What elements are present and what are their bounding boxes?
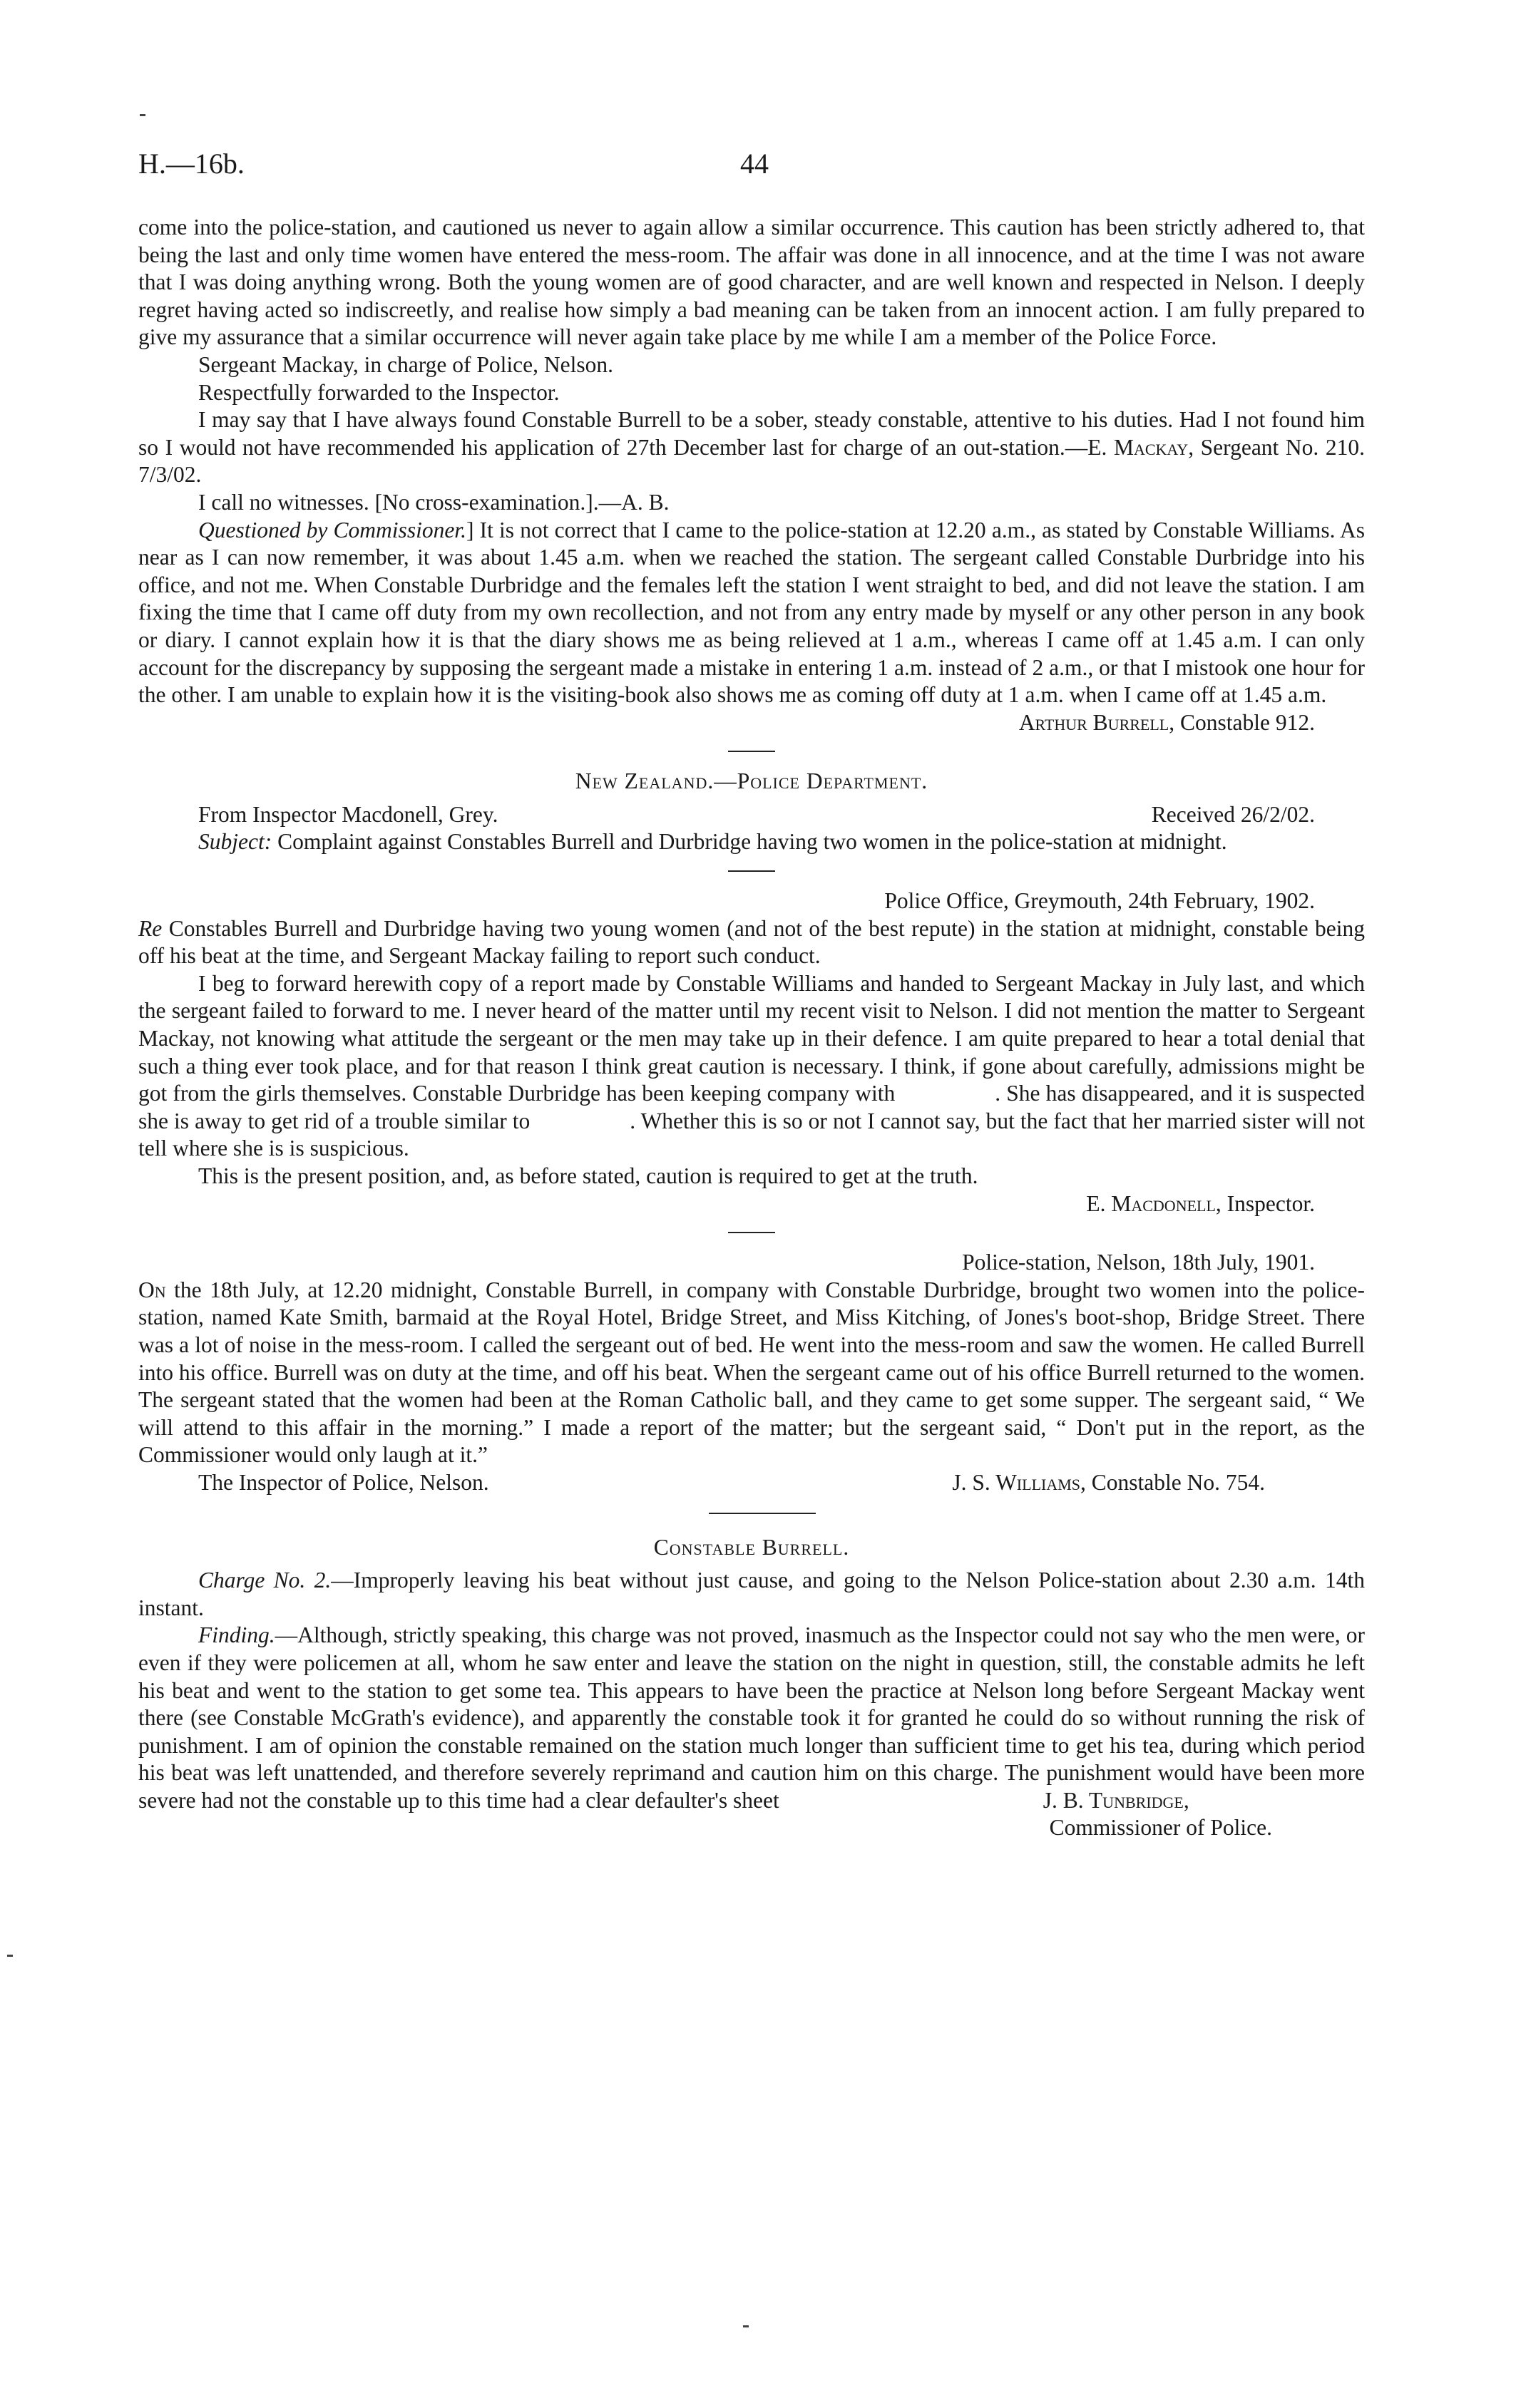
divider xyxy=(728,870,775,872)
received-date: Received 26/2/02. xyxy=(1151,801,1315,827)
scan-speck xyxy=(743,2325,749,2327)
paragraph-text: —Improperly leaving his beat without just cause, and going to the Nelson Police-station about 2.30 a.m. 14th instant. xyxy=(138,1568,1365,1620)
signature-title: , Constable No. 754. xyxy=(1080,1469,1265,1495)
paragraph-text: . Whether this is so or not I cannot say, but the fact that her married sister will not tell where she is is suspicious. xyxy=(138,1108,1365,1161)
signature xyxy=(138,709,1365,737)
paragraph xyxy=(138,1622,1365,1814)
document-code: H.—16b. xyxy=(138,148,245,180)
paragraph: Respectfully forwarded to the Inspector. xyxy=(198,379,560,405)
paragraph: Sergeant Mackay, in charge of Police, Nelson. xyxy=(198,351,613,377)
divider xyxy=(709,1513,816,1514)
paragraph-text: the 18th July, at 12.20 midnight, Constable Burrell, in company with Constable Durbridge, brought two women into the police-station, named Kate Smith, barmaid at the Royal Hotel, Bridge Street, and Miss Kitching, of Jones's boot-shop, Bridge Street. There was a lot of noise in the mess-room. I called the sergeant out of bed. He went into the mess-room and saw the women. He called Burrell into his office. Burrell was on duty at the time, and off his beat. When the sergeant came out of his office Burrell returned to the women. The sergeant stated that the women had been at the Roman Catholic ball, and they came to get some supper. The sergeant said, “ We will attend to this affair in the morning.” I made a report of the matter; but the sergeant said, “ Don't put in the report, as the Commissioner would only laugh at it.” xyxy=(138,1277,1365,1468)
label: Questioned by Commissioner. xyxy=(198,517,466,542)
paragraph-text: Complaint against Constables Burrell and Durbridge having two women in the police-station at midnight. xyxy=(272,829,1227,855)
paragraph xyxy=(138,406,1365,489)
divider xyxy=(728,1232,775,1233)
from-line: From Inspector Macdonell, Grey. xyxy=(198,801,498,827)
label: Re xyxy=(138,915,163,941)
page-header xyxy=(138,147,1365,190)
signature-name: Arthur Burrell xyxy=(1018,709,1169,735)
signature-title: Commissioner of Police. xyxy=(1049,1815,1272,1841)
label: Charge No. 2. xyxy=(198,1568,332,1593)
signature-title: , Inspector. xyxy=(1215,1190,1315,1216)
label: Finding. xyxy=(198,1622,275,1648)
scan-speck xyxy=(7,1955,13,1957)
paragraph xyxy=(138,915,1365,970)
paragraph-text: I may say that I have always found Constable Burrell to be a sober, steady constable, attentive to his duties. Had I not found him so I would not have recommended his application of 27th December last for charge of an out-station.—E. xyxy=(138,407,1365,460)
signature xyxy=(138,1190,1365,1218)
paragraph-text: ] It is not correct that I came to the police-station at 12.20 a.m., as stated by Constable Williams. As near as I can now remember, it was about 1.45 a.m. when we reached the station. The sergeant called Constable Durbridge into his office, and not me. When Constable Durbridge and the females left the station I went straight to bed, and did not leave the station. I am fixing the time that I came off duty from my own recollection, and not from any entry made by myself or any other person in any book or diary. I cannot explain how it is that the diary shows me as being relieved at 1 a.m., whereas I came off at 1.45 a.m. I can only account for the discrepancy by supposing the sergeant made a mistake in entering 1 a.m. instead of 2 a.m., or that I mistook one hour for the other. I am unable to explain how it is the visiting-book also shows me as coming off duty at 1 a.m. when I came off at 1.45 a.m. xyxy=(138,517,1365,708)
paragraph-text: . She has disappeared, and it is suspected she is away to get rid of a trouble similar to xyxy=(138,1081,1366,1133)
paragraph: This is the present position, and, as before stated, caution is required to get at the truth. xyxy=(198,1163,978,1188)
signature-name: E. Macdonell xyxy=(1086,1190,1216,1216)
paragraph xyxy=(138,517,1365,709)
signature-name: J. S. Williams xyxy=(952,1469,1081,1495)
paragraph xyxy=(138,970,1365,1163)
section-heading: New Zealand.—Police Department. xyxy=(575,768,928,794)
paragraph xyxy=(138,1277,1365,1469)
divider xyxy=(728,751,775,752)
paragraph: I call no witnesses. [No cross-examination.].—A. B. xyxy=(198,489,670,515)
signature xyxy=(952,1469,1265,1497)
label: Subject: xyxy=(198,829,272,855)
subject-line xyxy=(138,828,1365,856)
signature-name: J. B. Tunbridge xyxy=(1043,1787,1184,1813)
signature-title: , Constable 912. xyxy=(1169,709,1315,735)
addressee-signature-line xyxy=(138,1469,1365,1497)
signature-name: Mackay xyxy=(1113,434,1189,460)
paragraph xyxy=(138,1567,1365,1622)
letter-from-line xyxy=(138,801,1365,829)
section-heading: Constable Burrell. xyxy=(653,1534,850,1560)
paragraph-text: —Although, strictly speaking, this charge was not proved, inasmuch as the Inspector could not say who the men were, or even if they were policemen at all, whom he saw enter and leave the station on the night in question, still, the constable admits he left his beat and went to the station to get some tea. This appears to have been the practice at Nelson long before Sergeant Mackay went there (see Constable McGrath's evidence), and apparently the constable took it for granted he could do so without running the risk of punishment. I am of opinion the constable remained on the station much longer than sufficient time to get his tea, during which period his beat was left unattended, and therefore severely reprimand and caution him on this charge. The punishment would have been more severe had not the constable up to this time had a clear defaulter's sheet xyxy=(138,1622,1365,1813)
document-body xyxy=(138,214,1365,1842)
scan-speck xyxy=(140,114,145,116)
signature-comma: , xyxy=(1183,1787,1189,1813)
paragraph-text: Constables Burrell and Durbridge having two young women (and not of the best repute) in the station at midnight, constable being off his beat at the time, and Sergeant Mackay failing to report such conduct. xyxy=(138,915,1365,969)
paragraph-text: , Sergeant No. 210. 7/3/02. xyxy=(138,434,1365,488)
paragraph: come into the police-station, and cautioned us never to again allow a similar occurrence. This caution has been strictly adhered to, that being the last and only time women have entered the mess-room. The affair was done in all innocence, and at the time I was not aware that I was doing anything wrong. Both the young women are of good character, and are well known and respected in Nelson. I deeply regret having acted so indiscreetly, and realise how simply a bad meaning can be taken from an innocent action. I am fully prepared to give my assurance that a similar occurrence will never again take place by me while I am a member of the Police Force. xyxy=(138,215,1365,350)
page-number: 44 xyxy=(740,148,769,180)
addressee: The Inspector of Police, Nelson. xyxy=(198,1469,489,1495)
dateline: Police-station, Nelson, 18th July, 1901. xyxy=(962,1250,1315,1275)
paragraph-text: I beg to forward herewith copy of a report made by Constable Williams and handed to Sergeant Mackay in July last, and which the sergeant failed to forward to me. I never heard of the matter until my recent visit to Nelson. I did not mention the matter to Sergeant Mackay, not knowing what attitude the sergeant or the men may take up in their defence. I am quite prepared to hear a total denial that such a thing ever took place, and for that reason I think great caution is necessary. I think, if gone about carefully, admissions might be got from the girls themselves. Constable Durbridge has been keeping company with xyxy=(138,970,1365,1106)
dateline: Police Office, Greymouth, 24th February, 1902. xyxy=(884,888,1315,914)
label: On xyxy=(138,1277,166,1302)
